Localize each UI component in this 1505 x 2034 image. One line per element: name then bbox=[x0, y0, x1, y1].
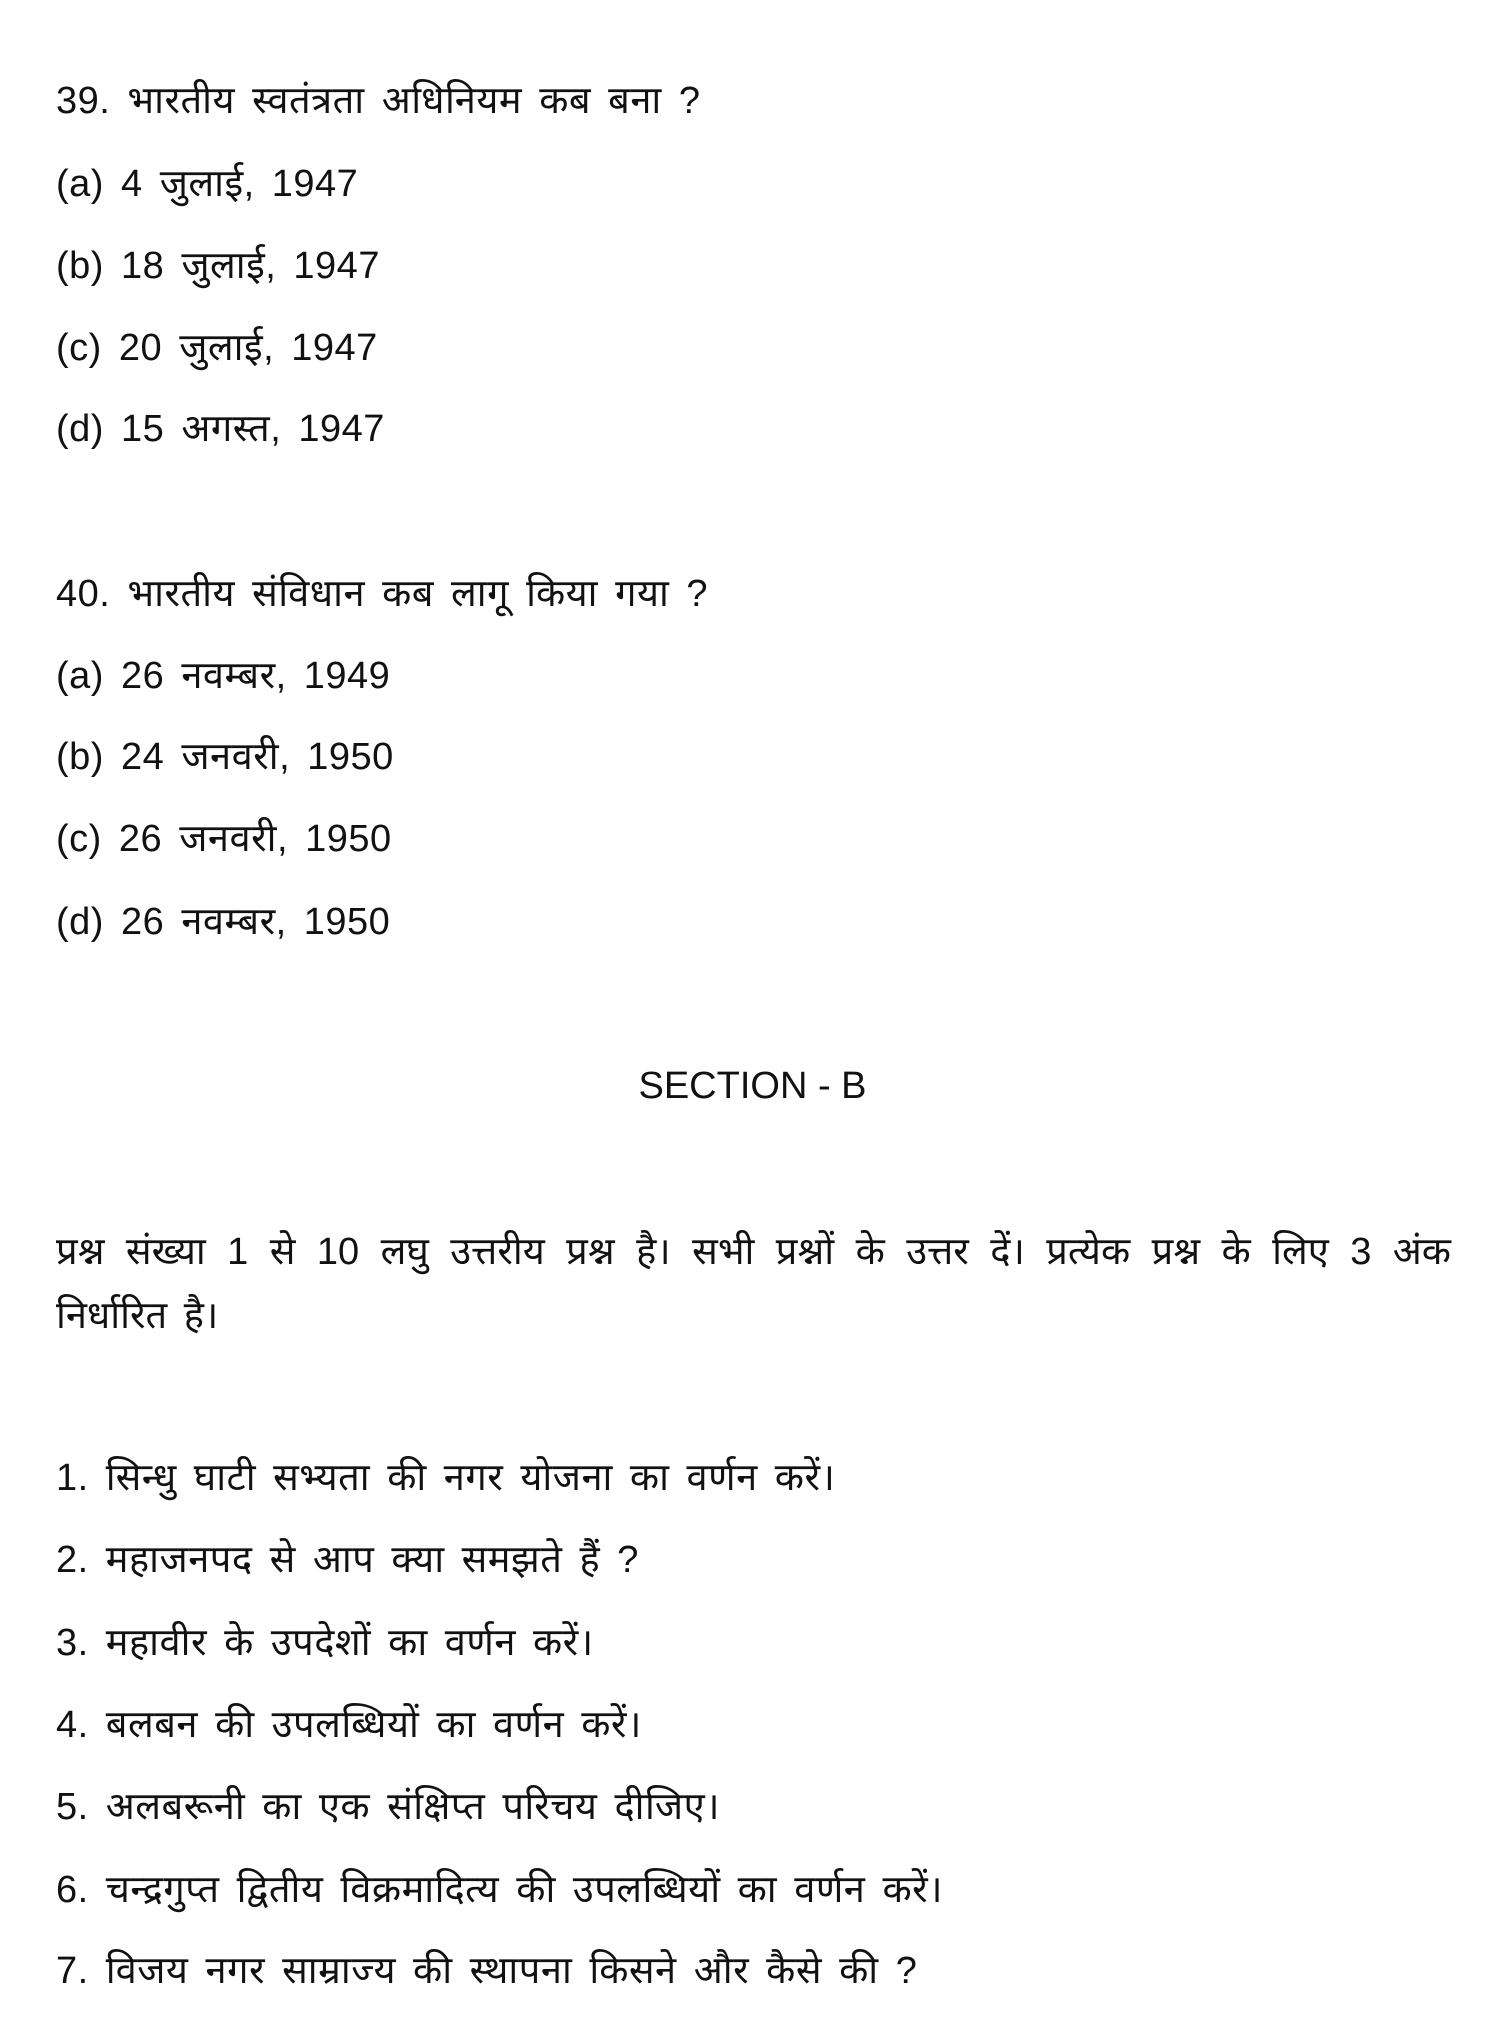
question-40 bbox=[56, 571, 708, 617]
option-text: 26 जनवरी, 1950 bbox=[118, 818, 392, 860]
option-text: 15 अगस्त, 1947 bbox=[121, 408, 385, 450]
q39-option-a bbox=[56, 161, 358, 207]
question-number: 5. bbox=[56, 1786, 89, 1828]
section-b-question-6 bbox=[56, 1867, 943, 1913]
option-text: 4 जुलाई, 1947 bbox=[121, 163, 359, 205]
question-39 bbox=[56, 78, 700, 124]
option-label: (a) bbox=[56, 655, 104, 697]
q40-option-d bbox=[56, 899, 390, 945]
question-text: महावीर के उपदेशों का वर्णन करें। bbox=[105, 1622, 594, 1664]
section-b-question-2 bbox=[56, 1537, 639, 1583]
option-text: 24 जनवरी, 1950 bbox=[121, 736, 394, 778]
option-text: 18 जुलाई, 1947 bbox=[121, 245, 380, 287]
section-b-heading: SECTION - B bbox=[638, 1065, 867, 1107]
q40-option-b bbox=[56, 734, 394, 780]
section-b-question-1 bbox=[56, 1455, 835, 1501]
option-text: 20 जुलाई, 1947 bbox=[118, 327, 378, 369]
question-number: 7. bbox=[56, 1950, 89, 1992]
q39-option-c bbox=[56, 325, 378, 371]
question-text: भारतीय स्वतंत्रता अधिनियम कब बना ? bbox=[127, 80, 701, 122]
section-b-question-3 bbox=[56, 1620, 594, 1666]
question-text: भारतीय संविधान कब लागू किया गया ? bbox=[127, 573, 709, 615]
option-text: 26 नवम्बर, 1949 bbox=[121, 655, 391, 697]
option-label: (b) bbox=[56, 245, 104, 287]
question-number: 39. bbox=[56, 80, 111, 122]
question-text: चन्द्रगुप्त द्वितीय विक्रमादित्य की उपलब्धियों का वर्णन करें। bbox=[105, 1869, 944, 1911]
question-number: 4. bbox=[56, 1704, 89, 1746]
section-b-question-7 bbox=[56, 1948, 917, 1994]
option-label: (d) bbox=[56, 901, 104, 943]
q40-option-c bbox=[56, 816, 392, 862]
question-number: 3. bbox=[56, 1622, 89, 1664]
question-text: विजय नगर साम्राज्य की स्थापना किसने और कैसे की ? bbox=[105, 1950, 918, 1992]
question-number: 40. bbox=[56, 573, 111, 615]
question-number: 6. bbox=[56, 1869, 89, 1911]
q39-option-d bbox=[56, 406, 385, 452]
section-b-question-5 bbox=[56, 1784, 720, 1830]
q39-option-b bbox=[56, 243, 380, 289]
option-label: (b) bbox=[56, 736, 104, 778]
option-text: 26 नवम्बर, 1950 bbox=[121, 901, 391, 943]
option-label: (a) bbox=[56, 163, 104, 205]
question-text: बलबन की उपलब्धियों का वर्णन करें। bbox=[105, 1704, 642, 1746]
question-text: सिन्धु घाटी सभ्यता की नगर योजना का वर्णन करें। bbox=[105, 1457, 836, 1499]
question-number: 1. bbox=[56, 1457, 89, 1499]
question-text: अलबरूनी का एक संक्षिप्त परिचय दीजिए। bbox=[105, 1786, 720, 1828]
question-text: महाजनपद से आप क्या समझते हैं ? bbox=[105, 1539, 639, 1581]
q40-option-a bbox=[56, 653, 390, 699]
option-label: (c) bbox=[56, 818, 102, 860]
option-label: (c) bbox=[56, 327, 102, 369]
section-b-question-4 bbox=[56, 1702, 642, 1748]
question-number: 2. bbox=[56, 1539, 89, 1581]
section-b-instructions: प्रश्न संख्या 1 से 10 लघु उत्तरीय प्रश्न है। सभी प्रश्नों के उत्तर दें। प्रत्येक प्रश्न के लिए 3 अंक निर्धारित है। bbox=[56, 1231, 1451, 1337]
option-label: (d) bbox=[56, 408, 104, 450]
